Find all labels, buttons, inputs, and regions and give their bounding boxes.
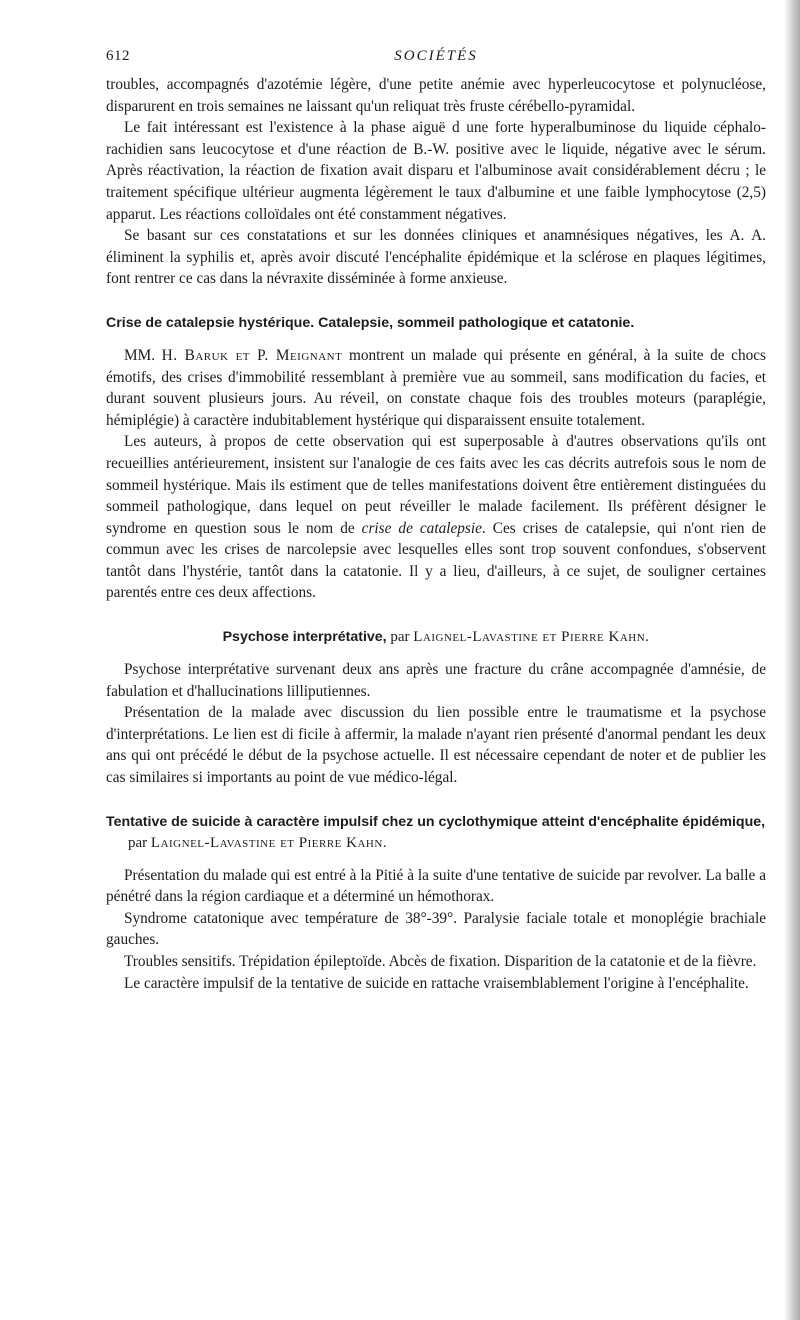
section-title-catalepsie: Crise de catalepsie hystérique. Catalepsie, sommeil pathologique et catatonie. <box>106 314 635 331</box>
psychose-paragraph-2: Présentation de la malade avec discussion du lien possible entre le traumatisme et la psychose d'interprétations. Le lien est di ficile à affermir, la malade n'ayant rien présenté d'anormal pendant les deux ans qui ont précédé le début de la psychose actuelle. Il est nécessaire cependant de noter et de publier les cas similaires si importants au point de vue médico-légal. <box>106 704 766 787</box>
psychose-title: Psychose interprétative, <box>222 629 387 646</box>
document-page <box>106 48 766 994</box>
tentative-authors: Laignel-Lavastine et Pierre Kahn. <box>150 834 388 851</box>
catalepsie-paragraph-1 <box>106 345 766 431</box>
psychose-by: par <box>386 629 414 646</box>
tentative-title: Tentative de suicide à caractère impulsif chez un cyclothymique atteint d'encéphalite épidémique, <box>106 813 766 830</box>
intro-paragraph-1: troubles, accompagnés d'azotémie légère, d'une petite anémie avec hyperleucocytose et polynucléose, disparurent en trois semaines ne laissant qu'un reliquat très fruste cérébello-pyramidal. <box>106 76 766 115</box>
tentative-paragraph-4: Le caractère impulsif de la tentative de suicide en rattache vraisemblablement l'origine à l'encéphalite. <box>124 974 749 992</box>
psychose-paragraph-1: Psychose interprétative survenant deux ans après une fracture du crâne accompagnée d'amnésie, de fabulation et d'hallucinations lilliputiennes. <box>106 661 766 700</box>
catalepsie-authors: H. Baruk et P. Meignant <box>161 346 343 364</box>
section-title-tentative <box>106 812 766 854</box>
psychose-authors: Laignel-Lavastine et Pierre Kahn. <box>413 629 650 646</box>
catalepsie-term: crise de catalepsie <box>361 519 482 537</box>
intro-paragraph-3: Se basant sur ces constatations et sur les données cliniques et anamnésiques négatives, les A. A. éliminent la syphilis et, après avoir discuté l'encéphalite épidémique et la sclérose en plaques légitimes, font rentrer ce cas dans la névraxite disséminée à forme anxieuse. <box>106 227 766 288</box>
page-header <box>106 48 766 74</box>
running-title: SOCIÉTÉS <box>394 48 478 64</box>
intro-paragraph-2: Le fait intéressant est l'existence à la phase aiguë d une forte hyperalbuminose du liquide céphalo-rachidien sans leucocytose et d'une réaction de B.-W. positive avec le liquide, négative avec le sérum. Après réactivation, la réaction de fixation avait disparu et l'albuminose avait considérablement décru ; le traitement spécifique ultérieur augmenta légèrement le taux d'albumine et une faible lymphocytose (2,5) apparut. Les réactions colloïdales ont été constamment négatives. <box>106 119 766 223</box>
catalepsie-paragraph-2 <box>106 431 766 604</box>
catalepsie-p2-post: . Ces crises de catalepsie, qui n'ont rien de commun avec les crises de narcolepsie avec lesquelles elles sont trop souvent confondues, s'observent tantôt dans l'hystérie, tantôt dans la catatonie. Il y a lieu, d'ailleurs, à ce sujet, de souligner certaines parentés entre ces deux affections. <box>106 519 767 602</box>
tentative-by: par <box>128 834 151 851</box>
catalepsie-p1-prefix: MM. <box>124 346 162 364</box>
catalepsie-p2-pre: Les auteurs, à propos de cette observation qui est superposable à d'autres observations qu'ils ont recueillies antérieurement, insistent sur l'analogie de ces faits avec les cas décrits autrefois sous le nom de sommeil hystérique. Mais ils estiment que de telles manifestations doivent être entièrement distinguées du sommeil pathologique, dans lequel on peut réveiller le malade facilement. Ils préfèrent désigner le syndrome en question sous le nom de <box>106 433 766 537</box>
page-edge-shadow <box>784 0 800 1320</box>
catalepsie-p1-text: montrent un malade qui présente en général, à la suite de chocs émotifs, des crises d'immobilité ressemblant à première vue au sommeil, sans modification du facies, et durant souvent plusieurs jours. Au réveil, on constate chaque fois des troubles moteurs (paraplégie, hémiplégie) à caractère indubitablement hystérique qui disparaissent ensuite totalement. <box>106 346 766 429</box>
tentative-paragraph-2: Syndrome catatonique avec température de 38°-39°. Paralysie faciale totale et monoplégie brachiale gauches. <box>106 909 766 949</box>
page-number: 612 <box>106 48 130 64</box>
tentative-paragraph-1: Présentation du malade qui est entré à la Pitié à la suite d'une tentative de suicide par revolver. La balle a pénétré dans la région cardiaque et a déterminé un hémothorax. <box>106 866 766 906</box>
tentative-paragraph-3: Troubles sensitifs. Trépidation épileptoïde. Abcès de fixation. Disparition de la catatonie et de la fièvre. <box>124 953 757 970</box>
section-title-psychose <box>106 627 766 648</box>
